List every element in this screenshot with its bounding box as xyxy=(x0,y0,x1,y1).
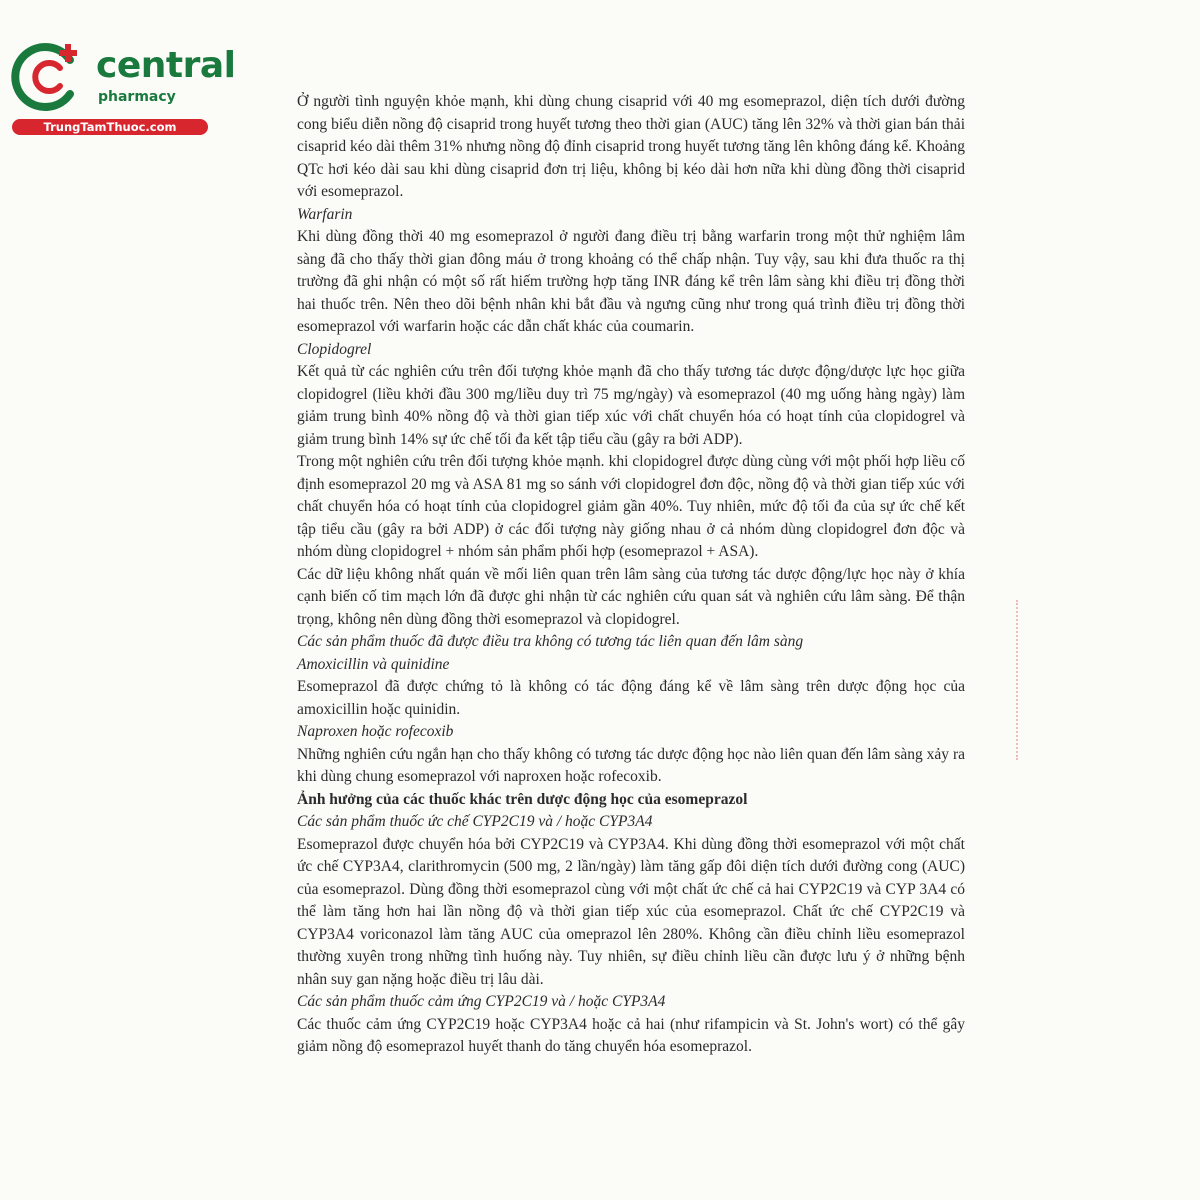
paragraph-naproxen: Những nghiên cứu ngắn hạn cho thấy không có tương tác dược động học nào liên quan đến lâm sàng xảy ra khi dùng chung esomeprazol với naproxen hoặc rofecoxib. xyxy=(297,745,965,785)
central-pharmacy-logo-icon xyxy=(10,38,88,116)
paragraph-amoxicillin: Esomeprazol đã được chứng tỏ là không có tác động đáng kể về lâm sàng trên dược động học của amoxicillin hoặc quinidin. xyxy=(297,678,965,718)
heading-amoxicillin: Amoxicillin và quinidine xyxy=(297,655,450,673)
document-body xyxy=(297,91,965,1059)
paragraph-clopidogrel-1: Kết quả từ các nghiên cứu trên đối tượng khỏe mạnh đã cho thấy tương tác dược động/dược lực học giữa clopidogrel (liều khởi đầu 300 mg/liều duy trì 75 mg/ngày) và esomeprazol (40 mg uống hàng ngày) làm giảm trung bình 40% nồng độ và thời gian tiếp xúc với chất chuyển hóa có hoạt tính của clopidogrel và giảm trung bình 14% sự ức chế tối đa kết tập tiểu cầu (gây ra bởi ADP). xyxy=(297,363,965,448)
brand-url[interactable]: TrungTamThuoc.com xyxy=(12,119,208,135)
paragraph-inhibitors: Esomeprazol được chuyển hóa bởi CYP2C19 và CYP3A4. Khi dùng đồng thời esomeprazol với một chất ức chế CYP3A4, clarithromycin (500 mg, 2 lần/ngày) làm tăng gấp đôi diện tích dưới đường cong (AUC) của esomeprazol. Dùng đồng thời esomeprazol cùng với một chất ức chế cả hai CYP2C19 và CYP 3A4 có thể làm tăng hơn hai lần nồng độ và thời gian tiếp xúc của esomeprazol. Chất ức chế CYP2C19 và CYP3A4 voriconazol làm tăng AUC của omeprazol lên 280%. Không cần điều chỉnh liều esomeprazol thường xuyên trong những tình huống này. Tuy nhiên, sự điều chỉnh liều cần được lưu ý ở những bệnh nhân suy gan nặng hoặc điều trị lâu dài. xyxy=(297,835,965,988)
paragraph-cisaprid: Ở người tình nguyện khỏe mạnh, khi dùng chung cisaprid với 40 mg esomeprazol, diện tích dưới đường cong biểu diễn nồng độ cisaprid trong huyết tương theo thời gian (AUC) tăng lên 32% và thời gian bán thải cisaprid kéo dài thêm 31% nhưng nồng độ đỉnh cisaprid trong huyết tương tăng lên không đáng kể. Khoảng QTc hơi kéo dài sau khi dùng cisaprid đơn trị liệu, không bị kéo dài hơn nữa khi dùng đồng thời cisaprid với esomeprazol. xyxy=(297,93,965,200)
brand-name: central xyxy=(96,45,236,86)
paragraph-clopidogrel-2: Trong một nghiên cứu trên đối tượng khỏe mạnh. khi clopidogrel được dùng cùng với một phối hợp liều cố định esomeprazol 20 mg và ASA 81 mg so sánh với clopidogrel đơn độc, nồng độ và thời gian tiếp xúc với chất chuyển hóa có hoạt tính của clopidogrel giảm gần 40%. Tuy nhiên, mức độ tối đa của sự ức chế kết tập tiểu cầu (gây ra bởi ADP) ở các đối tượng này giống nhau ở cả nhóm dùng clopidogrel đơn độc và nhóm dùng clopidogrel + nhóm sản phẩm phối hợp (esomeprazol + ASA). xyxy=(297,453,965,560)
heading-naproxen: Naproxen hoặc rofecoxib xyxy=(297,723,454,740)
brand-subtitle: pharmacy xyxy=(98,89,176,105)
heading-clopidogrel: Clopidogrel xyxy=(297,340,372,358)
paragraph-clopidogrel-3: Các dữ liệu không nhất quán về mối liên quan trên lâm sàng của tương tác dược động/lực học này ở khía cạnh biến cố tim mạch lớn đã được ghi nhận từ các nghiên cứu quan sát và nghiên cứu lâm sàng. Để thận trọng, không nên dùng đồng thời esomeprazol và clopidogrel. xyxy=(297,565,965,628)
heading-inducers: Các sản phẩm thuốc cảm ứng CYP2C19 và / hoặc CYP3A4 xyxy=(297,993,666,1010)
paragraph-inducers: Các thuốc cảm ứng CYP2C19 hoặc CYP3A4 hoặc cả hai (như rifampicin và St. John's wort) có thể gây giảm nồng độ esomeprazol huyết thanh do tăng chuyển hóa esomeprazol. xyxy=(297,1015,965,1055)
paragraph-warfarin: Khi dùng đồng thời 40 mg esomeprazol ở người đang điều trị bằng warfarin trong một thử nghiệm lâm sàng đã cho thấy thời gian đông máu ở trong khoảng có thể chấp nhận. Tuy vậy, sau khi đưa thuốc ra thị trường đã ghi nhận có một số rất hiếm trường hợp tăng INR đáng kể trên lâm sàng khi điều trị đồng thời hai thuốc trên. Nên theo dõi bệnh nhân khi bắt đầu và ngưng cũng như trong quá trình điều trị đồng thời esomeprazol với warfarin hoặc các dẫn chất khác của coumarin. xyxy=(297,228,965,335)
heading-no-interaction: Các sản phẩm thuốc đã được điều tra không có tương tác liên quan đến lâm sàng xyxy=(297,633,804,650)
section-heading-other-drugs: Ảnh hưởng của các thuốc khác trên dược động học của esomeprazol xyxy=(297,790,748,808)
heading-inhibitors: Các sản phẩm thuốc ức chế CYP2C19 và / hoặc CYP3A4 xyxy=(297,813,653,830)
heading-warfarin: Warfarin xyxy=(297,205,353,223)
pharmacy-logo[interactable] xyxy=(10,38,236,138)
scan-edge-mark xyxy=(1016,600,1024,760)
